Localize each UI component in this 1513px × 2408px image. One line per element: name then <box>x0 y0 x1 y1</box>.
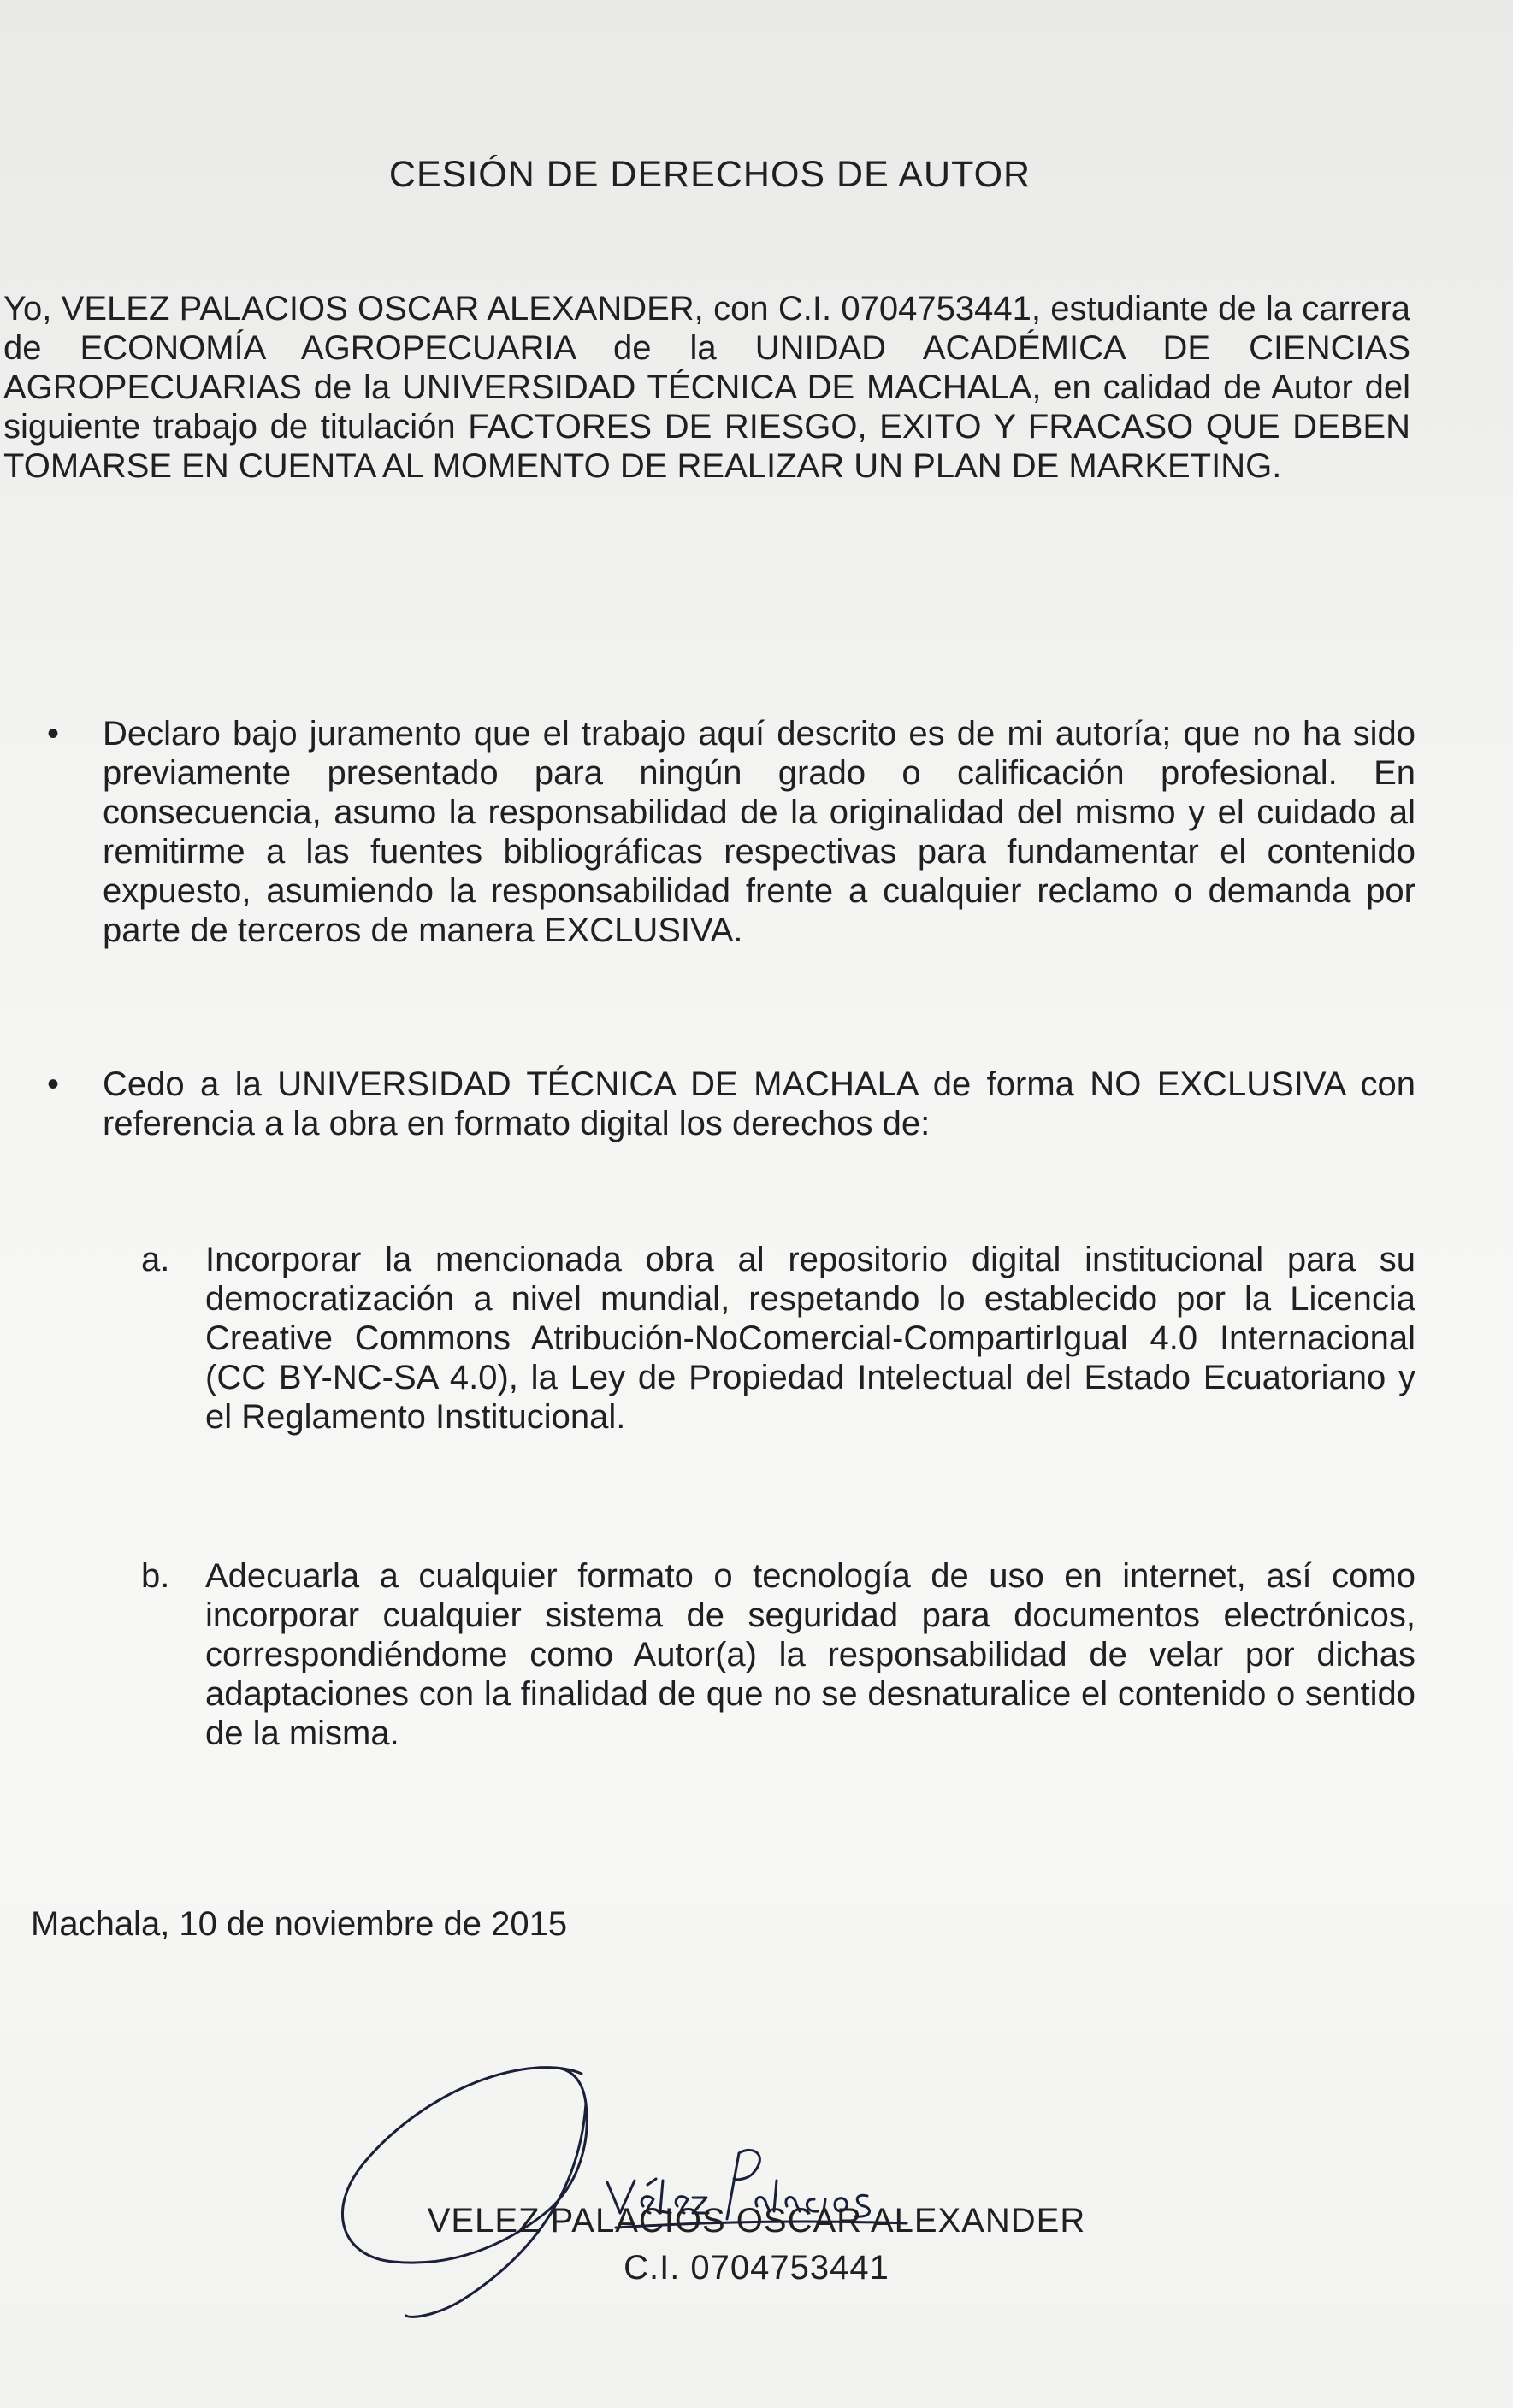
place-and-date: Machala, 10 de noviembre de 2015 <box>31 1905 568 1943</box>
rights-item-a <box>141 1240 1415 1437</box>
item-text: Incorporar la mencionada obra al repositorio digital institucional para su democratización a nivel mundial, respetando lo establecido por la Licencia Creative Commons Atribución-NoComercial-CompartirIgual 4.0 Internacional (CC BY-NC-SA 4.0), la Ley de Propiedad Intelectual del Estado Ecuatoriano y el Reglamento Institucional. <box>205 1241 1415 1436</box>
handwritten-signature <box>325 2044 924 2334</box>
bullet-icon: • <box>47 1065 60 1103</box>
signatory-id: C.I. 0704753441 <box>624 2249 889 2287</box>
cession-bullet <box>47 1065 1415 1143</box>
rights-item-b <box>141 1556 1415 1753</box>
document-title: CESIÓN DE DERECHOS DE AUTOR <box>388 154 1031 195</box>
signatory-name: VELEZ PALACIOS OSCAR ALEXANDER <box>427 2202 1086 2240</box>
bullet-icon: • <box>47 715 60 752</box>
declaration-bullet <box>47 714 1415 950</box>
item-letter: b. <box>141 1557 170 1595</box>
declaration-text: Declaro bajo juramento que el trabajo aquí descrito es de mi autoría; que no ha sido previamente presentado para ningún grado o calificación profesional. En consecuencia, asumo la responsabilidad de la originalidad del mismo y el cuidado al remitirme a las fuentes bibliográficas respectivas para fundamentar el contenido expuesto, asumiendo la responsabilidad frente a cualquier reclamo o demanda por parte de terceros de manera EXCLUSIVA. <box>103 715 1415 949</box>
intro-paragraph: Yo, VELEZ PALACIOS OSCAR ALEXANDER, con C.I. 0704753441, estudiante de la carrera de ECONOMÍA AGROPECUARIA de la UNIDAD ACADÉMICA DE CIENCIAS AGROPECUARIAS de la UNIVERSIDAD TÉCNICA DE MACHALA, en calidad de Autor del siguiente trabajo de titulación FACTORES DE RIESGO, EXITO Y FRACASO QUE DEBEN TOMARSE EN CUENTA AL MOMENTO DE REALIZAR UN PLAN DE MARKETING. <box>3 290 1410 485</box>
item-text: Adecuarla a cualquier formato o tecnología de uso en internet, así como incorporar cualquier sistema de seguridad para documentos electrónicos, correspondiéndome como Autor(a) la responsabilidad de velar por dichas adaptaciones con la finalidad de que no se desnaturalice el contenido o sentido de la misma. <box>205 1557 1415 1752</box>
cession-text: Cedo a la UNIVERSIDAD TÉCNICA DE MACHALA de forma NO EXCLUSIVA con referencia a la obra en formato digital los derechos de: <box>103 1065 1415 1142</box>
item-letter: a. <box>141 1241 170 1278</box>
